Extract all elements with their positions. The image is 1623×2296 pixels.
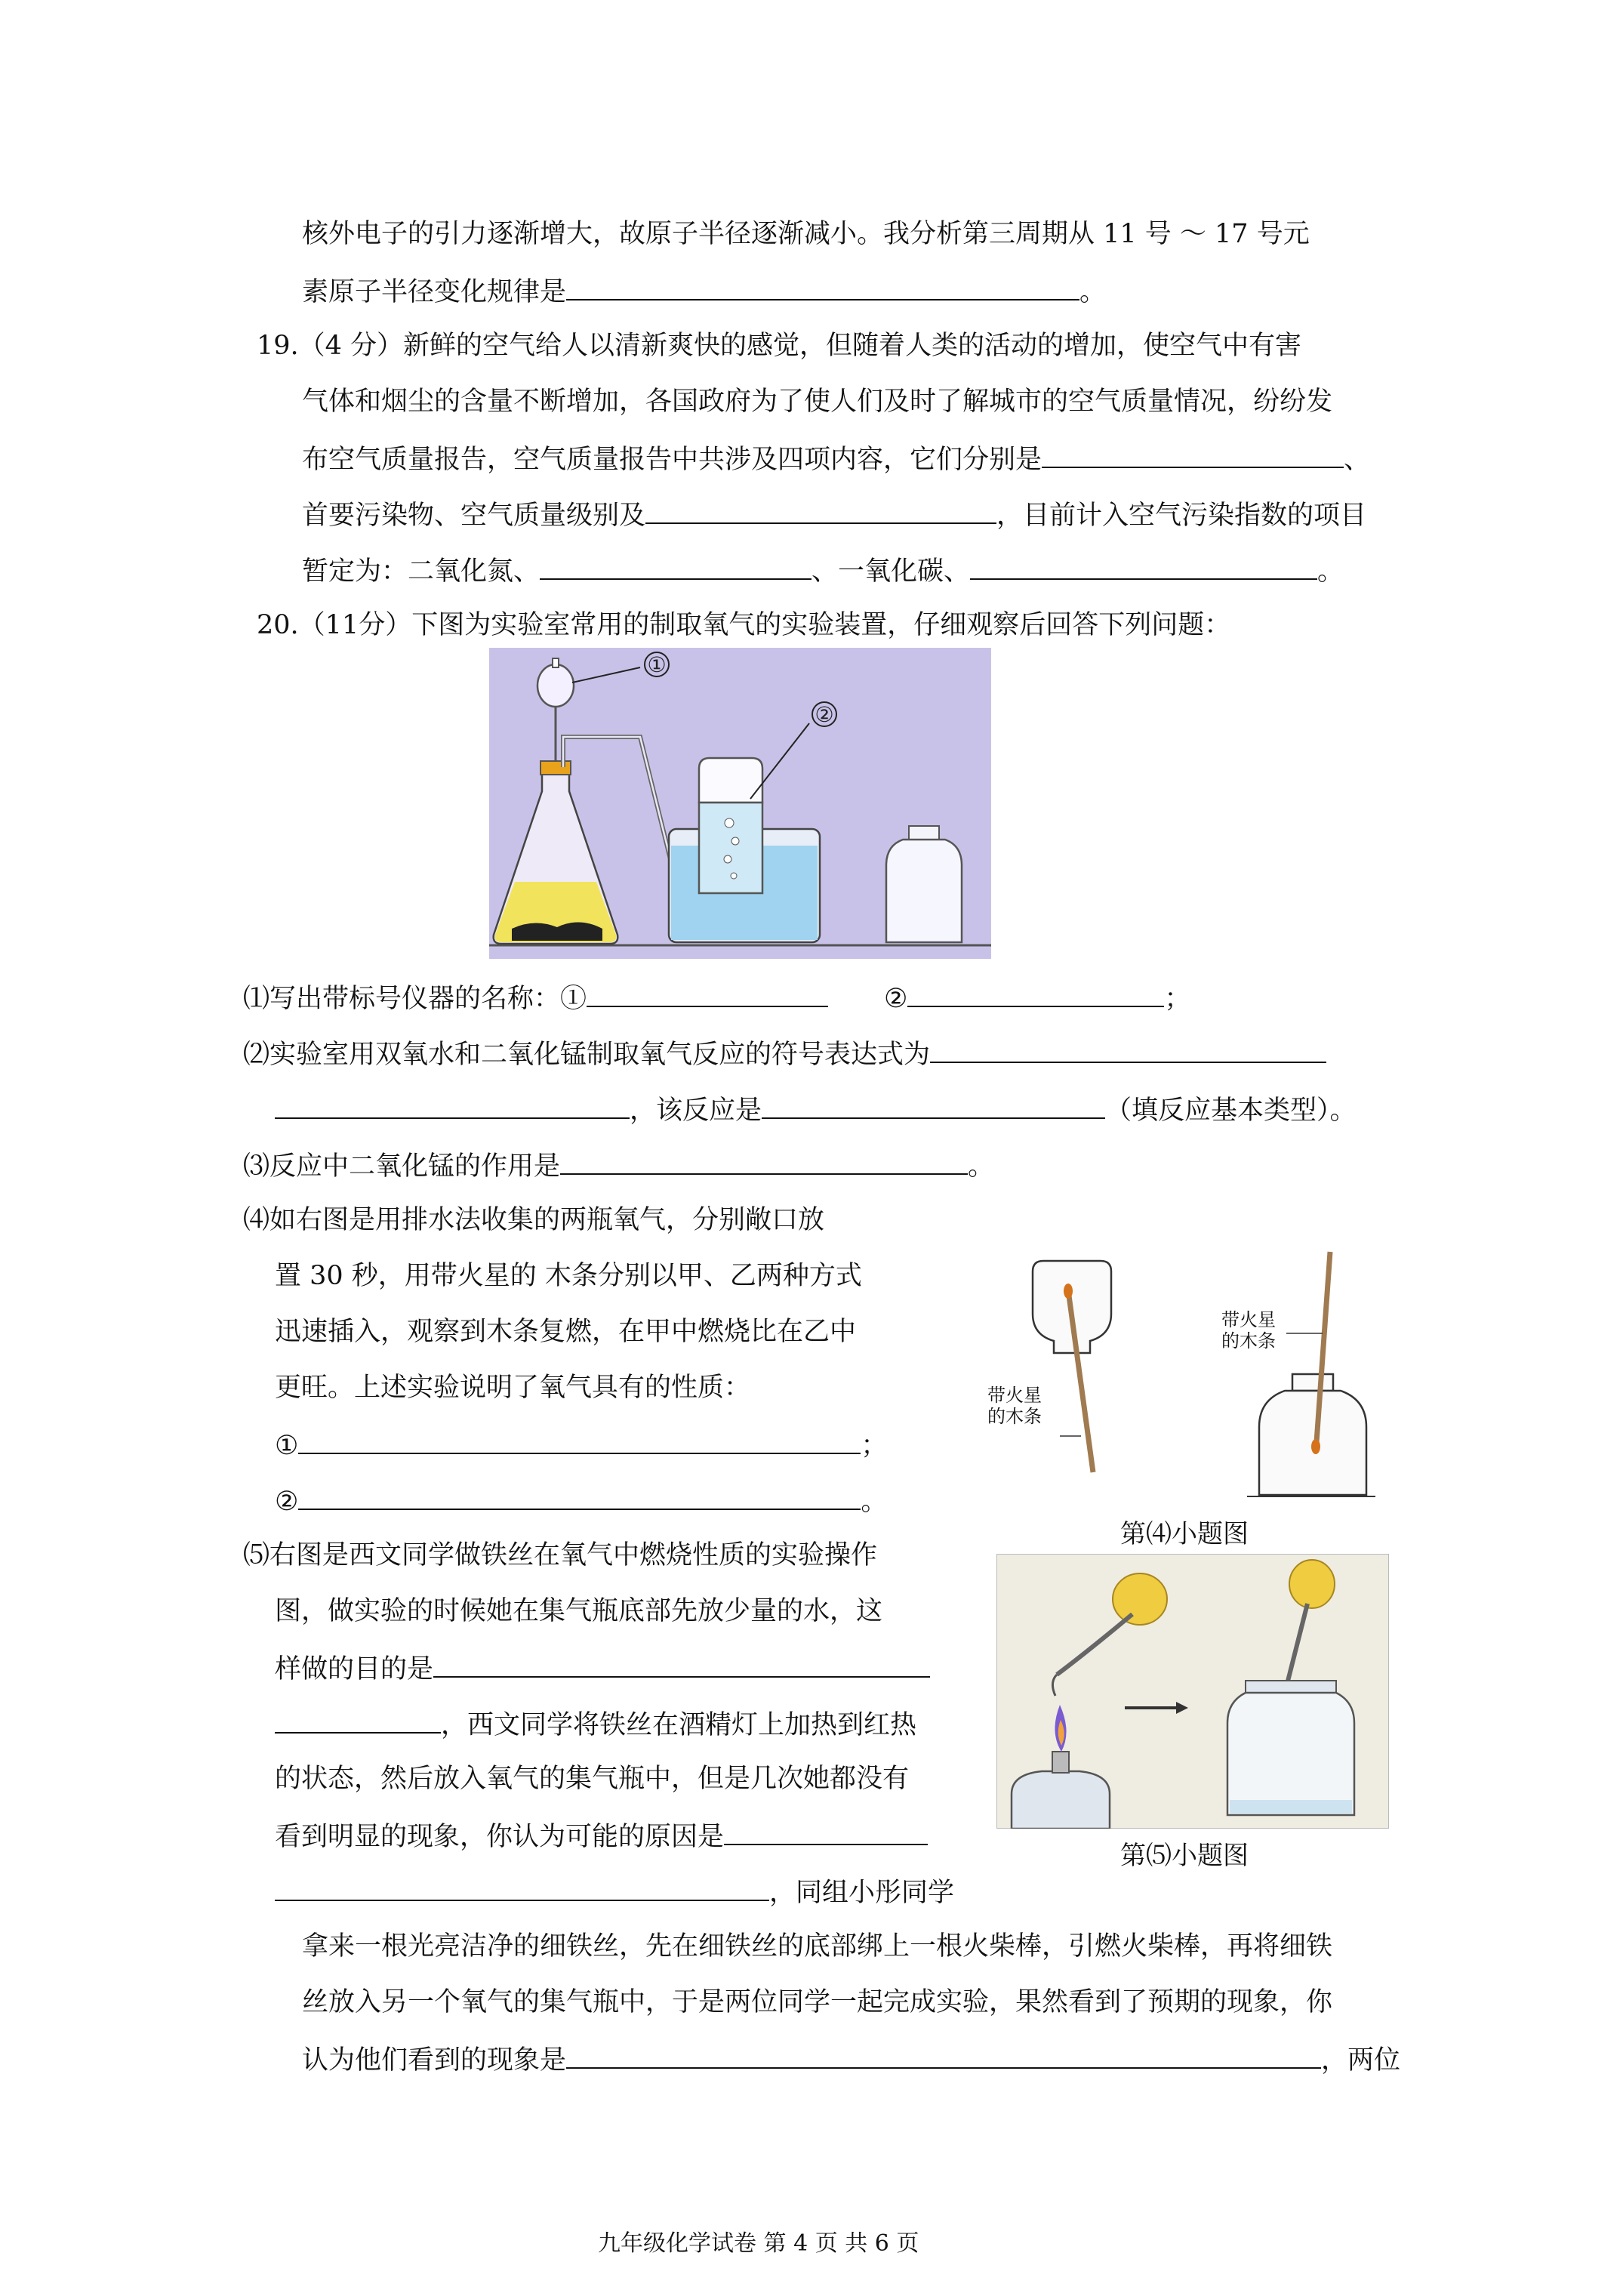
text-segment: ，目前计入空气污染指数的项目 (996, 501, 1367, 531)
text-segment: ，同组小彤同学 (769, 1878, 955, 1908)
text-segment: ； (861, 1431, 888, 1461)
text-segment: ，西文同学将铁丝在酒精灯上加热到红热 (441, 1710, 917, 1740)
text-line (275, 1817, 928, 1855)
text-line: 气体和烟尘的含量不断增加，各国政府为了使人们及时了解城市的空气质量情况，纷纷发 (302, 387, 1333, 417)
text-segment: ，该反应是 (630, 1096, 762, 1126)
text-line: ⑸右图是西文同学做铁丝在氧气中燃烧性质的实验操作 (243, 1540, 878, 1570)
figure-4-caption: 第⑷小题图 (1120, 1519, 1249, 1549)
answer-blank[interactable] (970, 551, 1317, 580)
text-line (302, 272, 1106, 310)
apparatus-mark-1: ① (647, 652, 667, 677)
text-line (302, 439, 1370, 478)
text-segment: 认为他们看到的现象是 (302, 2045, 567, 2076)
text-line (243, 1146, 994, 1185)
text-line (275, 1481, 887, 1520)
question-20-line: 20.（11分）下图为实验室常用的制取氧气的实验装置，仔细观察后回答下列问题： (257, 610, 1231, 640)
text-segment: ① (275, 1431, 299, 1461)
answer-blank[interactable] (1042, 439, 1344, 468)
answer-blank[interactable] (907, 978, 1164, 1007)
text-line (302, 2040, 1400, 2079)
answer-blank[interactable] (275, 1872, 769, 1901)
text-segment: 。 (1079, 277, 1107, 307)
answer-blank[interactable] (724, 1817, 928, 1845)
text-line: 迅速插入，观察到木条复燃，在甲中燃烧比在乙中 (275, 1317, 857, 1347)
text-line: 核外电子的引力逐渐增大，故原子半径逐渐减小。我分析第三周期从 11 号 ～ 17 号元 (302, 219, 1310, 249)
answer-blank[interactable] (587, 978, 828, 1007)
page-footer: 九年级化学试卷 第 4 页 共 6 页 (598, 2230, 919, 2257)
text-line (243, 978, 1190, 1017)
answer-blank[interactable] (762, 1090, 1105, 1119)
figure-4 (968, 1246, 1375, 1510)
text-line: 更旺。上述实验说明了氧气具有的性质： (275, 1373, 751, 1403)
answer-blank[interactable] (930, 1034, 1326, 1063)
text-line: 的状态，然后放入氧气的集气瓶中，但是几次她都没有 (275, 1764, 910, 1794)
text-segment: ② (884, 984, 908, 1014)
question-19-line: 19.（4 分）新鲜的空气给人以清新爽快的感觉，但随着人类的活动的增加，使空气中有害 (257, 331, 1302, 361)
text-segment: 素原子半径变化规律是 (302, 277, 567, 307)
answer-blank[interactable] (645, 495, 996, 524)
text-line: 丝放入另一个氧气的集气瓶中，于是两位同学一起完成实验，果然看到了预期的现象，你 (302, 1987, 1333, 2017)
text-line (275, 1425, 887, 1464)
text-line (275, 1872, 954, 1911)
text-segment: ； (1164, 984, 1191, 1014)
text-line (302, 495, 1366, 534)
text-line (275, 1705, 916, 1743)
text-segment: 首要污染物、空气质量级别及 (302, 501, 646, 531)
text-segment: 。 (1317, 556, 1344, 587)
answer-blank[interactable] (560, 1146, 968, 1175)
text-line: 图，做实验的时候她在集气瓶底部先放少量的水，这 (275, 1596, 883, 1626)
answer-blank[interactable] (275, 1090, 630, 1119)
text-segment: 暂定为：二氧化氮、 (302, 556, 540, 587)
text-segment: ，两位 (1321, 2045, 1401, 2076)
oxygen-apparatus-figure (489, 648, 991, 959)
text-segment: （填反应基本类型）。 (1105, 1096, 1357, 1126)
text-segment: ⑴写出带标号仪器的名称：① (243, 984, 587, 1014)
text-line (275, 1090, 1357, 1129)
text-segment: 。 (861, 1487, 888, 1517)
text-line (302, 551, 1344, 590)
text-line: 置 30 秒，用带火星的 木条分别以甲、乙两种方式 (275, 1261, 862, 1291)
figure-5-caption: 第⑸小题图 (1120, 1841, 1249, 1871)
text-segment: 看到明显的现象，你认为可能的原因是 (275, 1822, 725, 1852)
text-segment: ⑵实验室用双氧水和二氧化锰制取氧气反应的符号表达式为 (243, 1040, 931, 1070)
figure-5 (996, 1554, 1389, 1829)
text-segment: ⑶反应中二氧化锰的作用是 (243, 1151, 561, 1182)
answer-blank[interactable] (540, 551, 812, 580)
answer-blank[interactable] (275, 1705, 441, 1734)
text-segment: 。 (968, 1151, 995, 1182)
text-line (243, 1034, 1326, 1073)
answer-blank[interactable] (566, 272, 1079, 300)
text-line: 拿来一根光亮洁净的细铁丝，先在细铁丝的底部绑上一根火柴棒，引燃火柴棒，再将细铁 (302, 1931, 1333, 1962)
answer-blank[interactable] (298, 1425, 861, 1454)
text-line: ⑷如右图是用排水法收集的两瓶氧气，分别敞口放 (243, 1205, 825, 1235)
answer-blank[interactable] (433, 1649, 930, 1678)
text-segment: ② (275, 1487, 299, 1517)
apparatus-mark-2: ② (815, 702, 834, 727)
text-segment: 样做的目的是 (275, 1654, 434, 1684)
text-segment: 布空气质量报告，空气质量报告中共涉及四项内容，它们分别是 (302, 445, 1042, 475)
answer-blank[interactable] (566, 2040, 1321, 2069)
text-line (275, 1649, 930, 1687)
figure-4-label-left: 带火星 的木条 (987, 1385, 1042, 1427)
figure-4-label-right: 带火星 的木条 (1221, 1309, 1276, 1351)
answer-blank[interactable] (298, 1481, 861, 1510)
text-segment: 、 (1344, 445, 1371, 475)
text-segment: 、一氧化碳、 (812, 556, 971, 587)
